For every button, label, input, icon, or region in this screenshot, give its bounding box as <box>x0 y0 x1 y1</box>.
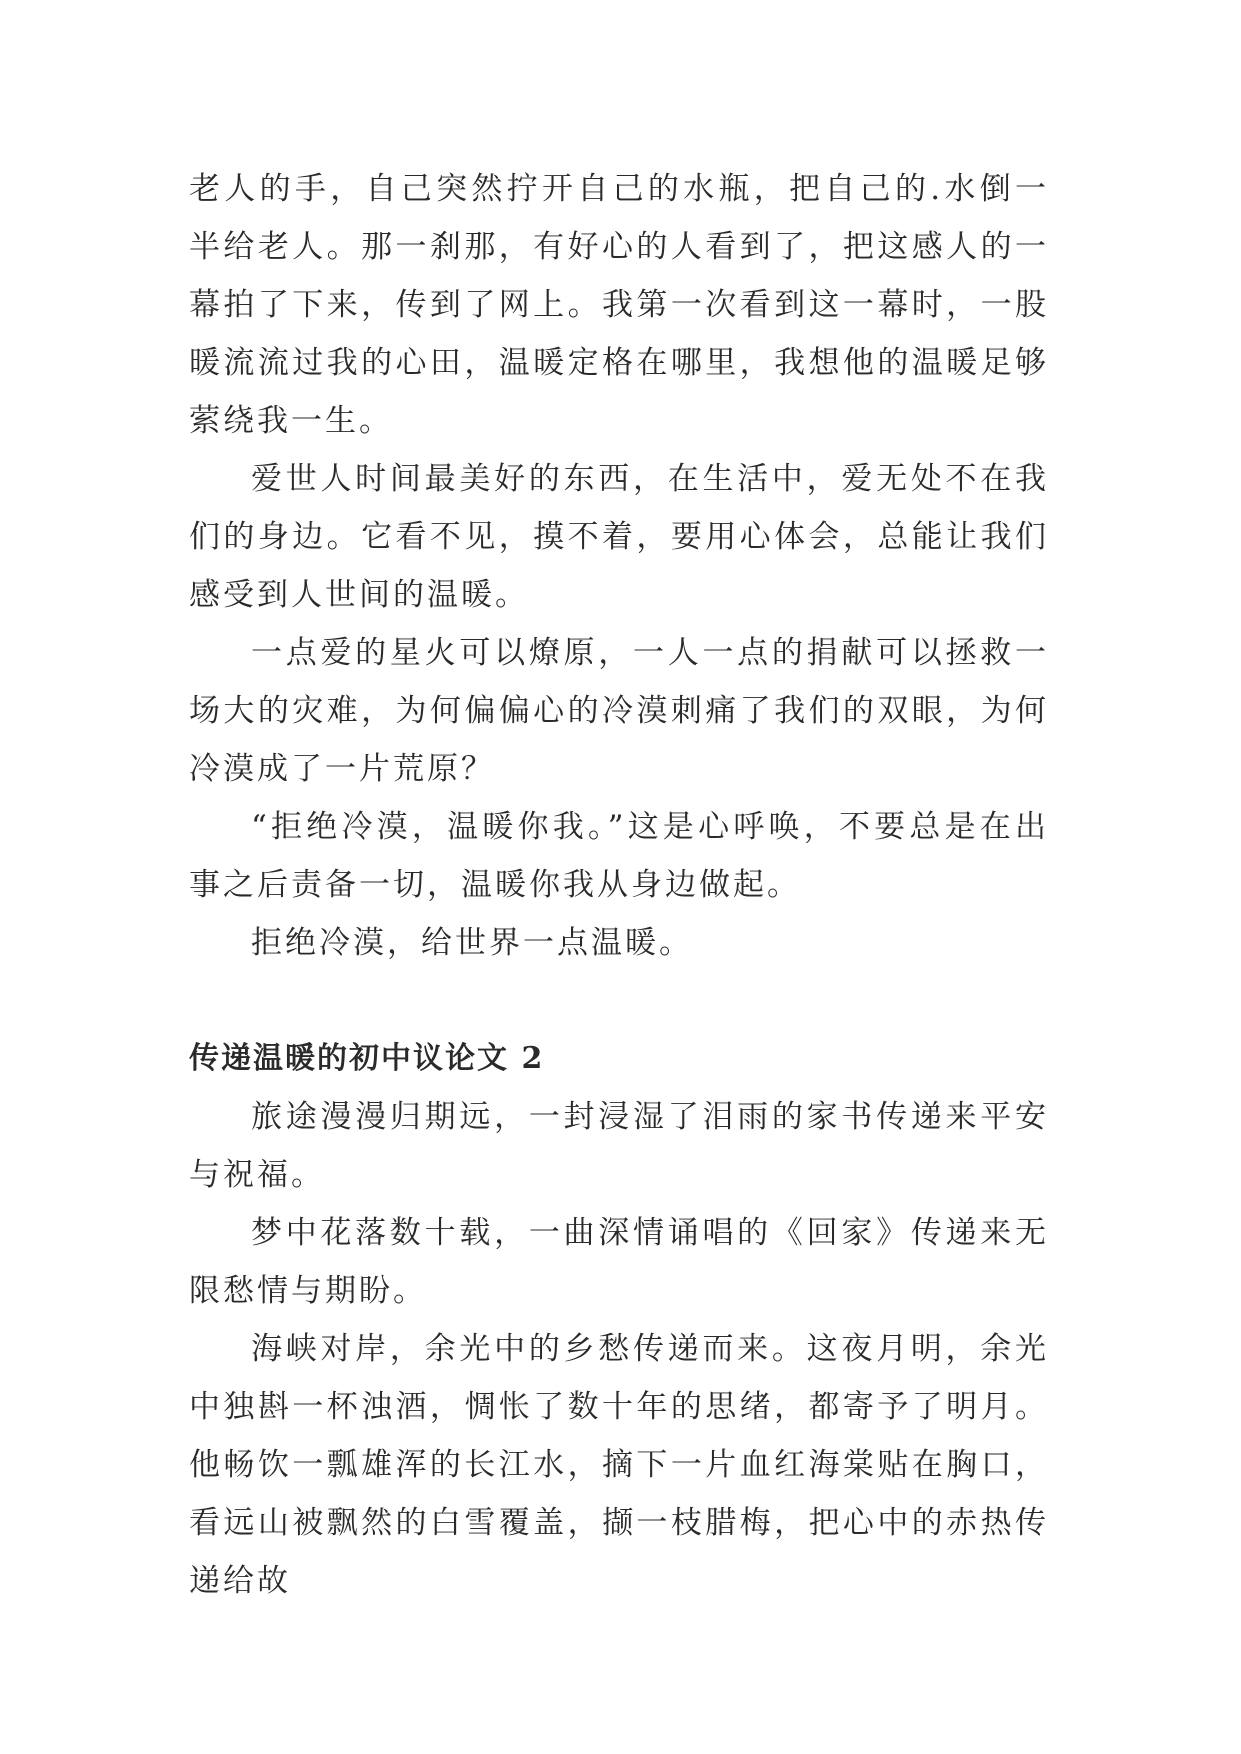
paragraph-continuation: 老人的手，自己突然拧开自己的水瓶，把自己的.水倒一半给老人。那一刹那，有好心的人看到了，把这感人的一幕拍了下来，传到了网上。我第一次看到这一幕时，一股暖流流过我的心田，温暖定格在哪里，我想他的温暖足够萦绕我一生。 <box>189 171 1049 439</box>
paragraph: 一点爱的星火可以燎原，一人一点的捐献可以拯救一场大的灾难，为何偏偏心的冷漠刺痛了我们的双眼，为何冷漠成了一片荒原？ <box>189 635 1049 787</box>
paragraph: 海峡对岸，余光中的乡愁传递而来。这夜月明，余光中独斟一杯浊酒，惆怅了数十年的思绪，都寄予了明月。他畅饮一瓢雄浑的长江水，摘下一片血红海棠贴在胸口，看远山被飘然的白雪覆盖，撷一枝腊梅，把心中的赤热传递给故 <box>189 1331 1049 1599</box>
section-gap <box>189 972 1049 1030</box>
paragraph: 爱世人时间最美好的东西，在生活中，爱无处不在我们的身边。它看不见，摸不着，要用心体会，总能让我们感受到人世间的温暖。 <box>189 461 1049 613</box>
section-title: 传递温暖的初中议论文 2 <box>189 1041 545 1076</box>
paragraph: 拒绝冷漠，给世界一点温暖。 <box>251 925 693 961</box>
paragraph: 梦中花落数十载，一曲深情诵唱的《回家》传递来无限愁情与期盼。 <box>189 1215 1049 1309</box>
paragraph-quote: “拒绝冷漠，温暖你我。”这是心呼唤，不要总是在出事之后责备一切，温暖你我从身边做起。 <box>189 809 1049 903</box>
paragraph: 旅途漫漫归期远，一封浸湿了泪雨的家书传递来平安与祝福。 <box>189 1099 1049 1193</box>
document-body <box>189 160 1049 1610</box>
